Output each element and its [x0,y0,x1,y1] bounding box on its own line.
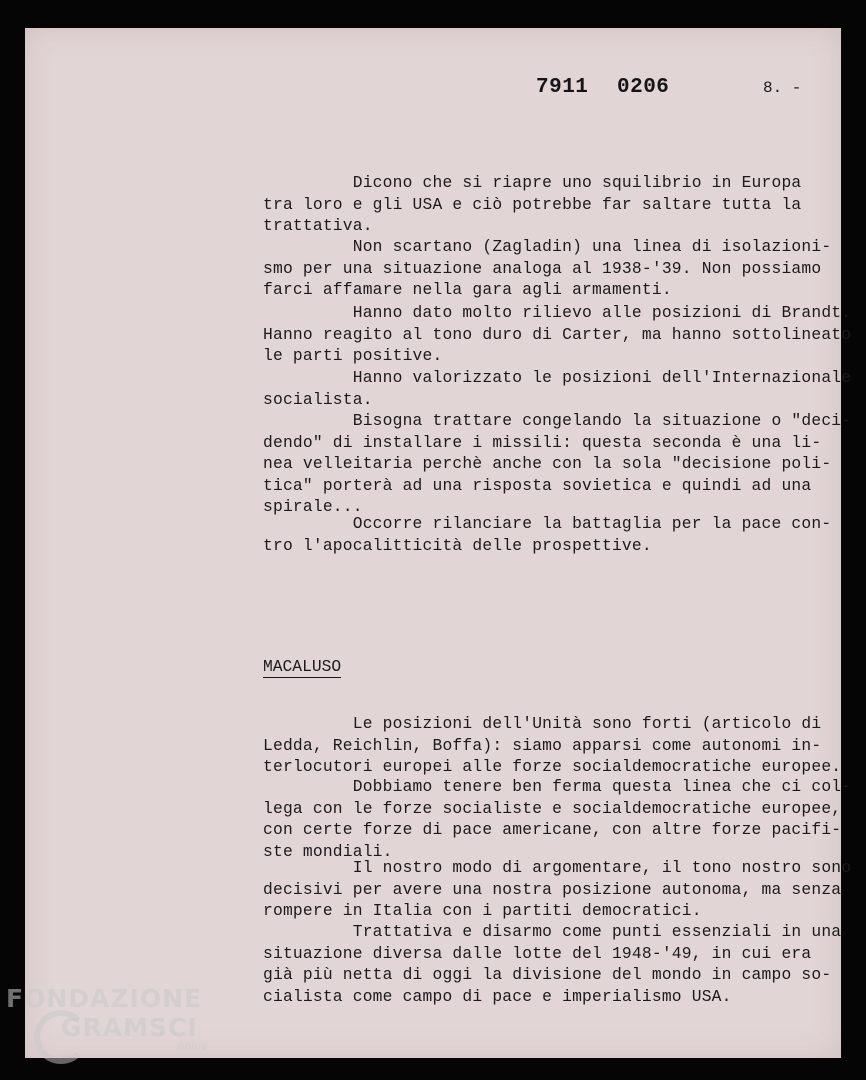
paragraph-bottom-4: Trattativa e disarmo come punti essenziali in una situazione diversa dalle lotte del 1948-'49, in cui era già più netta di oggi la divisione del mondo in campo so- cialista come campo di pace e imperialismo USA. [263,922,842,1006]
watermark-line2: GRAMSCI [61,1013,198,1042]
paragraph-top-5: Bisogna trattare congelando la situazione o "deci- dendo" di installare i missili: questa seconda è una li- nea velleitaria perchè anche con la sola "decisione poli- tica" porterà ad una risposta sovietica e quindi ad una spirale... [263,411,852,516]
paragraph-bottom-3: Il nostro modo di argomentare, il tono nostro sono decisivi per avere una nostra posizione autonoma, ma senza rompere in Italia con i partiti democratici. [263,858,852,920]
paragraph-top-2: Non scartano (Zagladin) una linea di isolazioni- smo per una situazione analoga al 1938-'39. Non possiamo farci affamare nella gara agli armamenti. [263,237,832,299]
paragraph-top-1: Dicono che si riapre uno squilibrio in Europa tra loro e gli USA e ciò potrebbe far saltare tutta la trattativa. [263,173,802,235]
paragraph-bottom-1: Le posizioni dell'Unità sono forti (articolo di Ledda, Reichlin, Boffa): siamo apparsi come autonomi in- terlocutori europei alle forze socialdemocratiche europee. [263,714,842,776]
paragraph-top-6: Occorre rilanciare la battaglia per la pace con- tro l'apocalitticità delle prospettive. [263,514,832,555]
section-heading: MACALUSO [263,657,342,676]
paragraph-top-4: Hanno valorizzato le posizioni dell'Internazionale socialista. [263,368,852,409]
watermark-line3: onlus [178,1041,208,1052]
page-number: 8. - [763,79,802,97]
paragraph-bottom-2: Dobbiamo tenere ben ferma questa linea che ci col- lega con le forze socialiste e socialdemocratiche europee, con certe forze di pace americane, con altre forze pacifi- ste mondiali. [263,777,852,861]
paragraph-top-3: Hanno dato molto rilievo alle posizioni di Brandt. Hanno reagito al tono duro di Carter, ma hanno sottolineato le parti positive. [263,303,852,365]
archive-ref-number-1: 7911 [536,76,589,99]
watermark [6,986,207,1052]
archive-ref-number-2: 0206 [617,76,670,99]
watermark-line1: FONDAZIONE [6,984,203,1013]
